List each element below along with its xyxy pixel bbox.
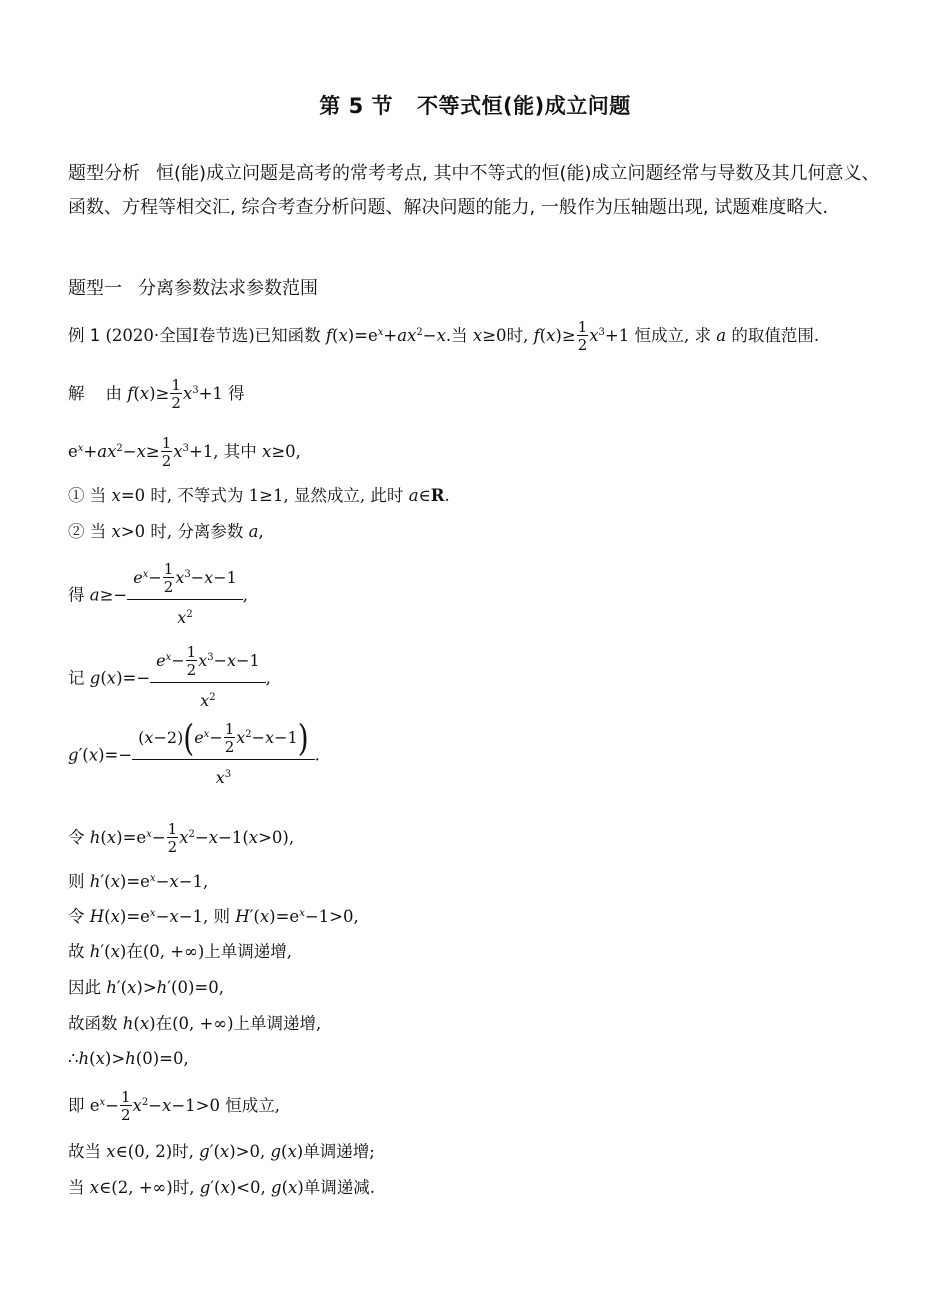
solution-line-2: $e^x+ax^2-x\ge$ $\frac{1}{2}$ $x^3+1$, 其中 x≥0, — [68, 434, 301, 470]
example-source: (2020·全国Ⅰ卷节选) — [105, 326, 255, 345]
intro-paragraph — [68, 157, 888, 225]
solution-line-10: 令 $H(x)=e^x-x-1$, 则 $H'(x)=e^x-1>0$, — [68, 907, 359, 926]
solution-line-8: 令 $h(x)=e^x-$ $\frac{1}{2}$ $x^2-x-1(x>0)$, — [68, 820, 295, 856]
example-1: 例 1 (2020·全国Ⅰ卷节选)已知函数 $f(x)=e^x+ax^2-x$.当 x≥0时, f(x)≥ $\frac{1}{2}$ $x^3+1$ 恒成立, 求 a 的取值范围. — [68, 318, 820, 354]
solution-line-4: ② 当 x>0 时, 分离参数 a, — [68, 522, 264, 541]
solution-line-5: 得 a≥− $e^x-$ $\frac{1}{2}$ $x^3-x-1$ $x^2$ , — [68, 560, 248, 627]
solution-line-1: 解 由 f(x)≥ $\frac{1}{2}$ $x^3+1$ 得 — [68, 376, 245, 412]
solution-line-6: 记 g(x)=− $e^x-$ $\frac{1}{2}$ $x^3-x-1$ $x^2$ , — [68, 643, 271, 710]
example-label: 例 1 — [68, 326, 101, 345]
solution-line-3: ① 当 x=0 时, 不等式为 1≥1, 显然成立, 此时 a∈R. — [68, 486, 450, 505]
solution-line-9: 则 $h'(x)=e^x-x-1$, — [68, 872, 209, 891]
solution-line-13: 故函数 h(x)在(0, +∞)上单调递增, — [68, 1014, 322, 1033]
intro-label: 题型分析 — [68, 163, 140, 184]
page-title — [0, 90, 950, 120]
solution-line-15: 即 $e^x-$ $\frac{1}{2}$ $x^2-x-1>0$ 恒成立, — [68, 1088, 281, 1124]
title-section-number: 第 5 节 — [319, 94, 394, 118]
solution-line-17: 当 x∈(2, +∞)时, g′(x)<0, g(x)单调递减. — [68, 1178, 376, 1197]
intro-text: 恒(能)成立问题是高考的常考考点, 其中不等式的恒(能)成立问题经常与导数及其几何意义、函数、方程等相交汇, 综合考查分析问题、解决问题的能力, 一般作为压轴题出现, 试题难度略大. — [68, 163, 880, 218]
section-label: 题型一 — [68, 278, 122, 299]
solution-line-7: g′(x)=− $(x-2)(e^x-$ $\frac{1}{2}$ $x^2-x-1$) $x^3$ . — [68, 716, 320, 787]
solution-line-11: 故 h′(x)在(0, +∞)上单调递增, — [68, 942, 293, 961]
solution-label: 解 — [68, 384, 85, 403]
solution-line-14: ∴h(x)>h(0)=0, — [68, 1049, 189, 1068]
title-text: 不等式恒(能)成立问题 — [417, 94, 631, 118]
section-heading — [68, 274, 318, 300]
section-text: 分离参数法求参数范围 — [138, 278, 318, 299]
solution-line-12: 因此 h′(x)>h′(0)=0, — [68, 978, 224, 997]
solution-line-16: 故当 x∈(0, 2)时, g′(x)>0, g(x)单调递增; — [68, 1142, 375, 1161]
